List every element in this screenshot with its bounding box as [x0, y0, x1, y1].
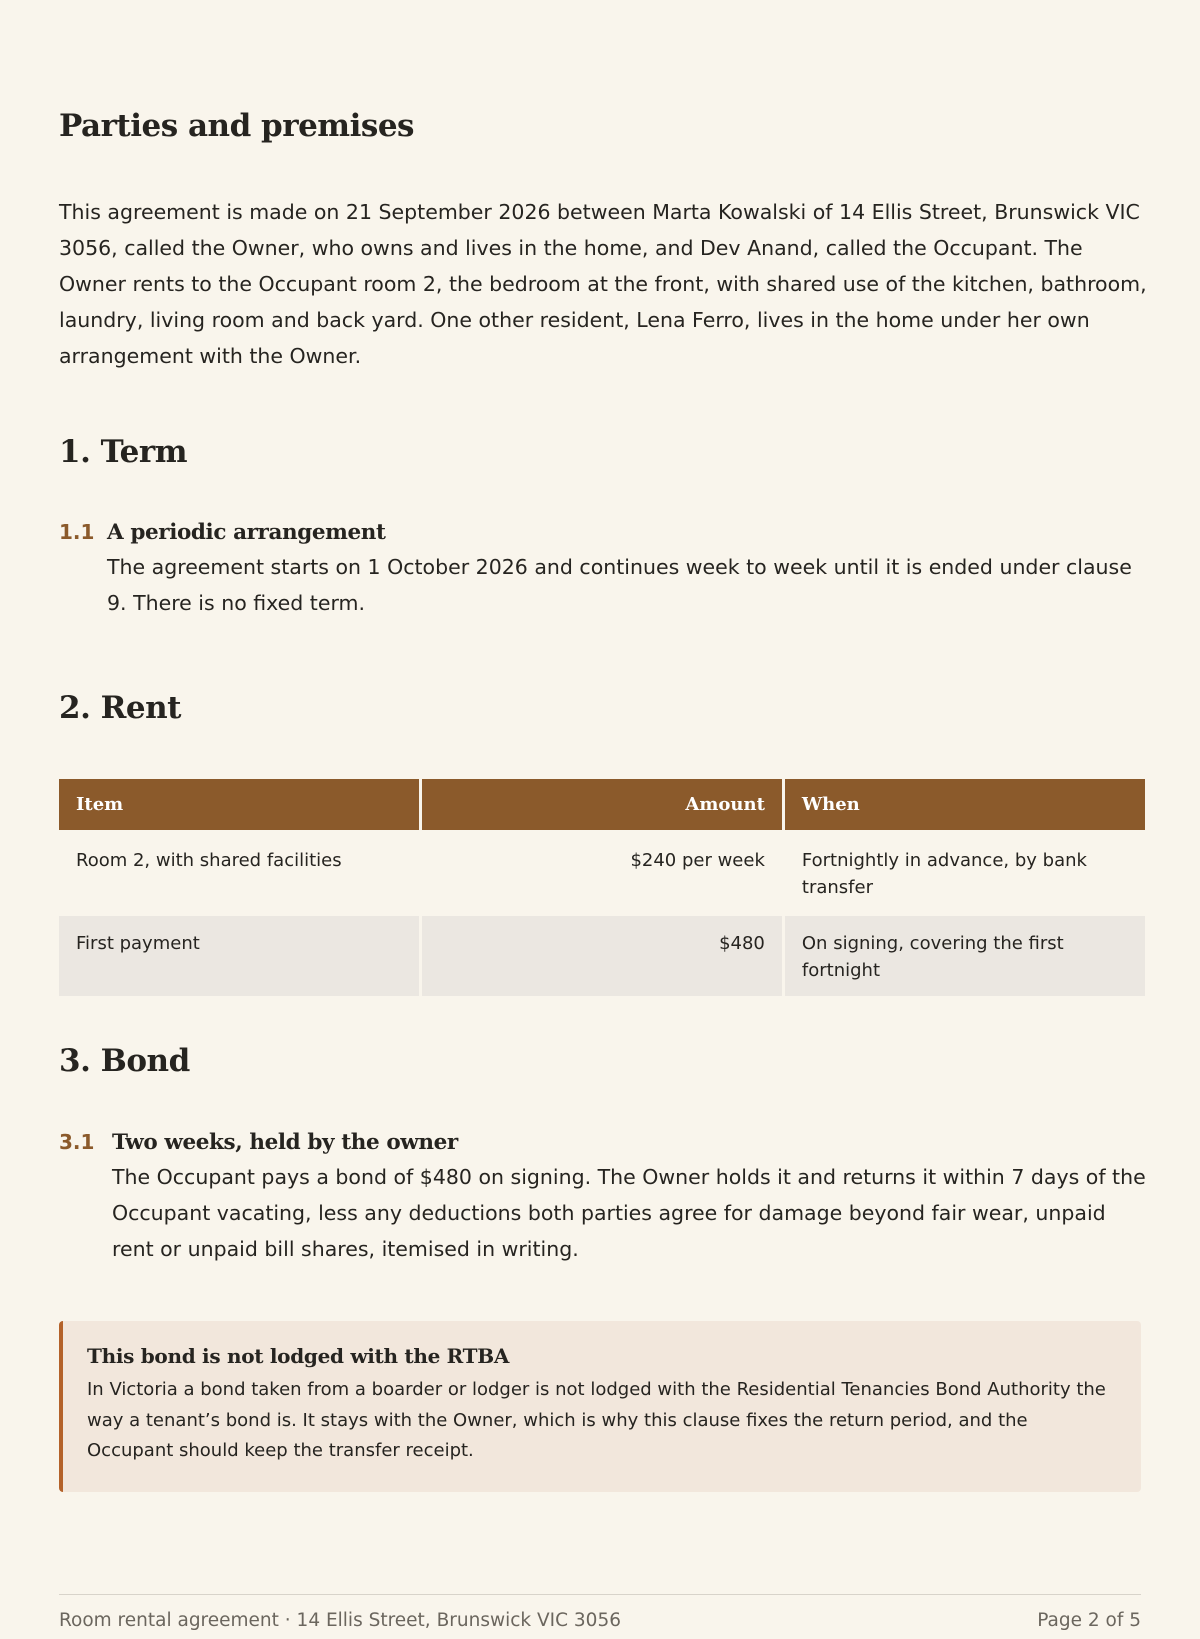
- premises-text: This agreement is made on 21 September 2026 between Marta Kowalski of 14 Ellis Street, Brunswick VIC 3056, called the Owner, who owns and lives in the home, and Dev Anand, called the Occupant. The Owner rents to the Occupant room 2, the bedroom at the front, with shared use of the kitchen, bathroom, laundry, living room and back yard. One other resident, Lena Ferro, lives in the home under her own arrangement with the Owner.: [59, 200, 1147, 368]
- table-cell-item: First payment: [59, 916, 419, 996]
- clause-title: A periodic arrangement: [107, 520, 386, 545]
- clause-number: 1.1: [59, 520, 95, 544]
- footer-document-title: Room rental agreement · 14 Ellis Street, Brunswick VIC 3056: [59, 1610, 621, 1631]
- table-header-when: When: [785, 779, 1145, 830]
- clause-3-1: [59, 1130, 1149, 1267]
- bond-heading: 3. Bond: [59, 1043, 190, 1079]
- clause-1-1: [59, 520, 1149, 621]
- page-footer: [59, 1594, 1141, 1631]
- clause-text: The agreement starts on 1 October 2026 and continues week to week until it is ended under clause 9. There is no fixed term.: [107, 555, 1132, 615]
- table-header-amount: Amount: [422, 779, 782, 830]
- table-cell-amount: $480: [422, 916, 782, 996]
- table-header-item: Item: [59, 779, 419, 830]
- callout-title: This bond is not lodged with the RTBA: [87, 1344, 510, 1368]
- rent-table: [56, 776, 1148, 999]
- table-cell-item: Room 2, with shared facilities: [59, 833, 419, 913]
- table-row: [59, 833, 1145, 913]
- term-heading: 1. Term: [59, 434, 188, 470]
- callout-text: In Victoria a bond taken from a boarder or lodger is not lodged with the Residential Tenancies Bond Authority the way a tenant’s bond is. It stays with the Owner, which is why this clause fixes the return period, and the Occupant should keep the transfer receipt.: [87, 1379, 1106, 1461]
- clause-title: Two weeks, held by the owner: [112, 1130, 458, 1155]
- table-cell-amount: $240 per week: [422, 833, 782, 913]
- table-cell-when: Fortnightly in advance, by bank transfer: [785, 833, 1145, 913]
- bond-callout: [59, 1321, 1141, 1492]
- table-row: [59, 916, 1145, 996]
- clause-text: The Occupant pays a bond of $480 on signing. The Owner holds it and returns it within 7 days of the Occupant vacating, less any deductions both parties agree for damage beyond fair wear, unpaid rent or unpaid bill shares, itemised in writing.: [112, 1165, 1146, 1261]
- table-cell-when: On signing, covering the first fortnight: [785, 916, 1145, 996]
- footer-page-number: Page 2 of 5: [1037, 1610, 1141, 1631]
- rent-heading: 2. Rent: [59, 690, 181, 726]
- clause-number: 3.1: [59, 1130, 95, 1154]
- premises-heading: Parties and premises: [59, 108, 414, 144]
- table-header-row: [59, 779, 1145, 830]
